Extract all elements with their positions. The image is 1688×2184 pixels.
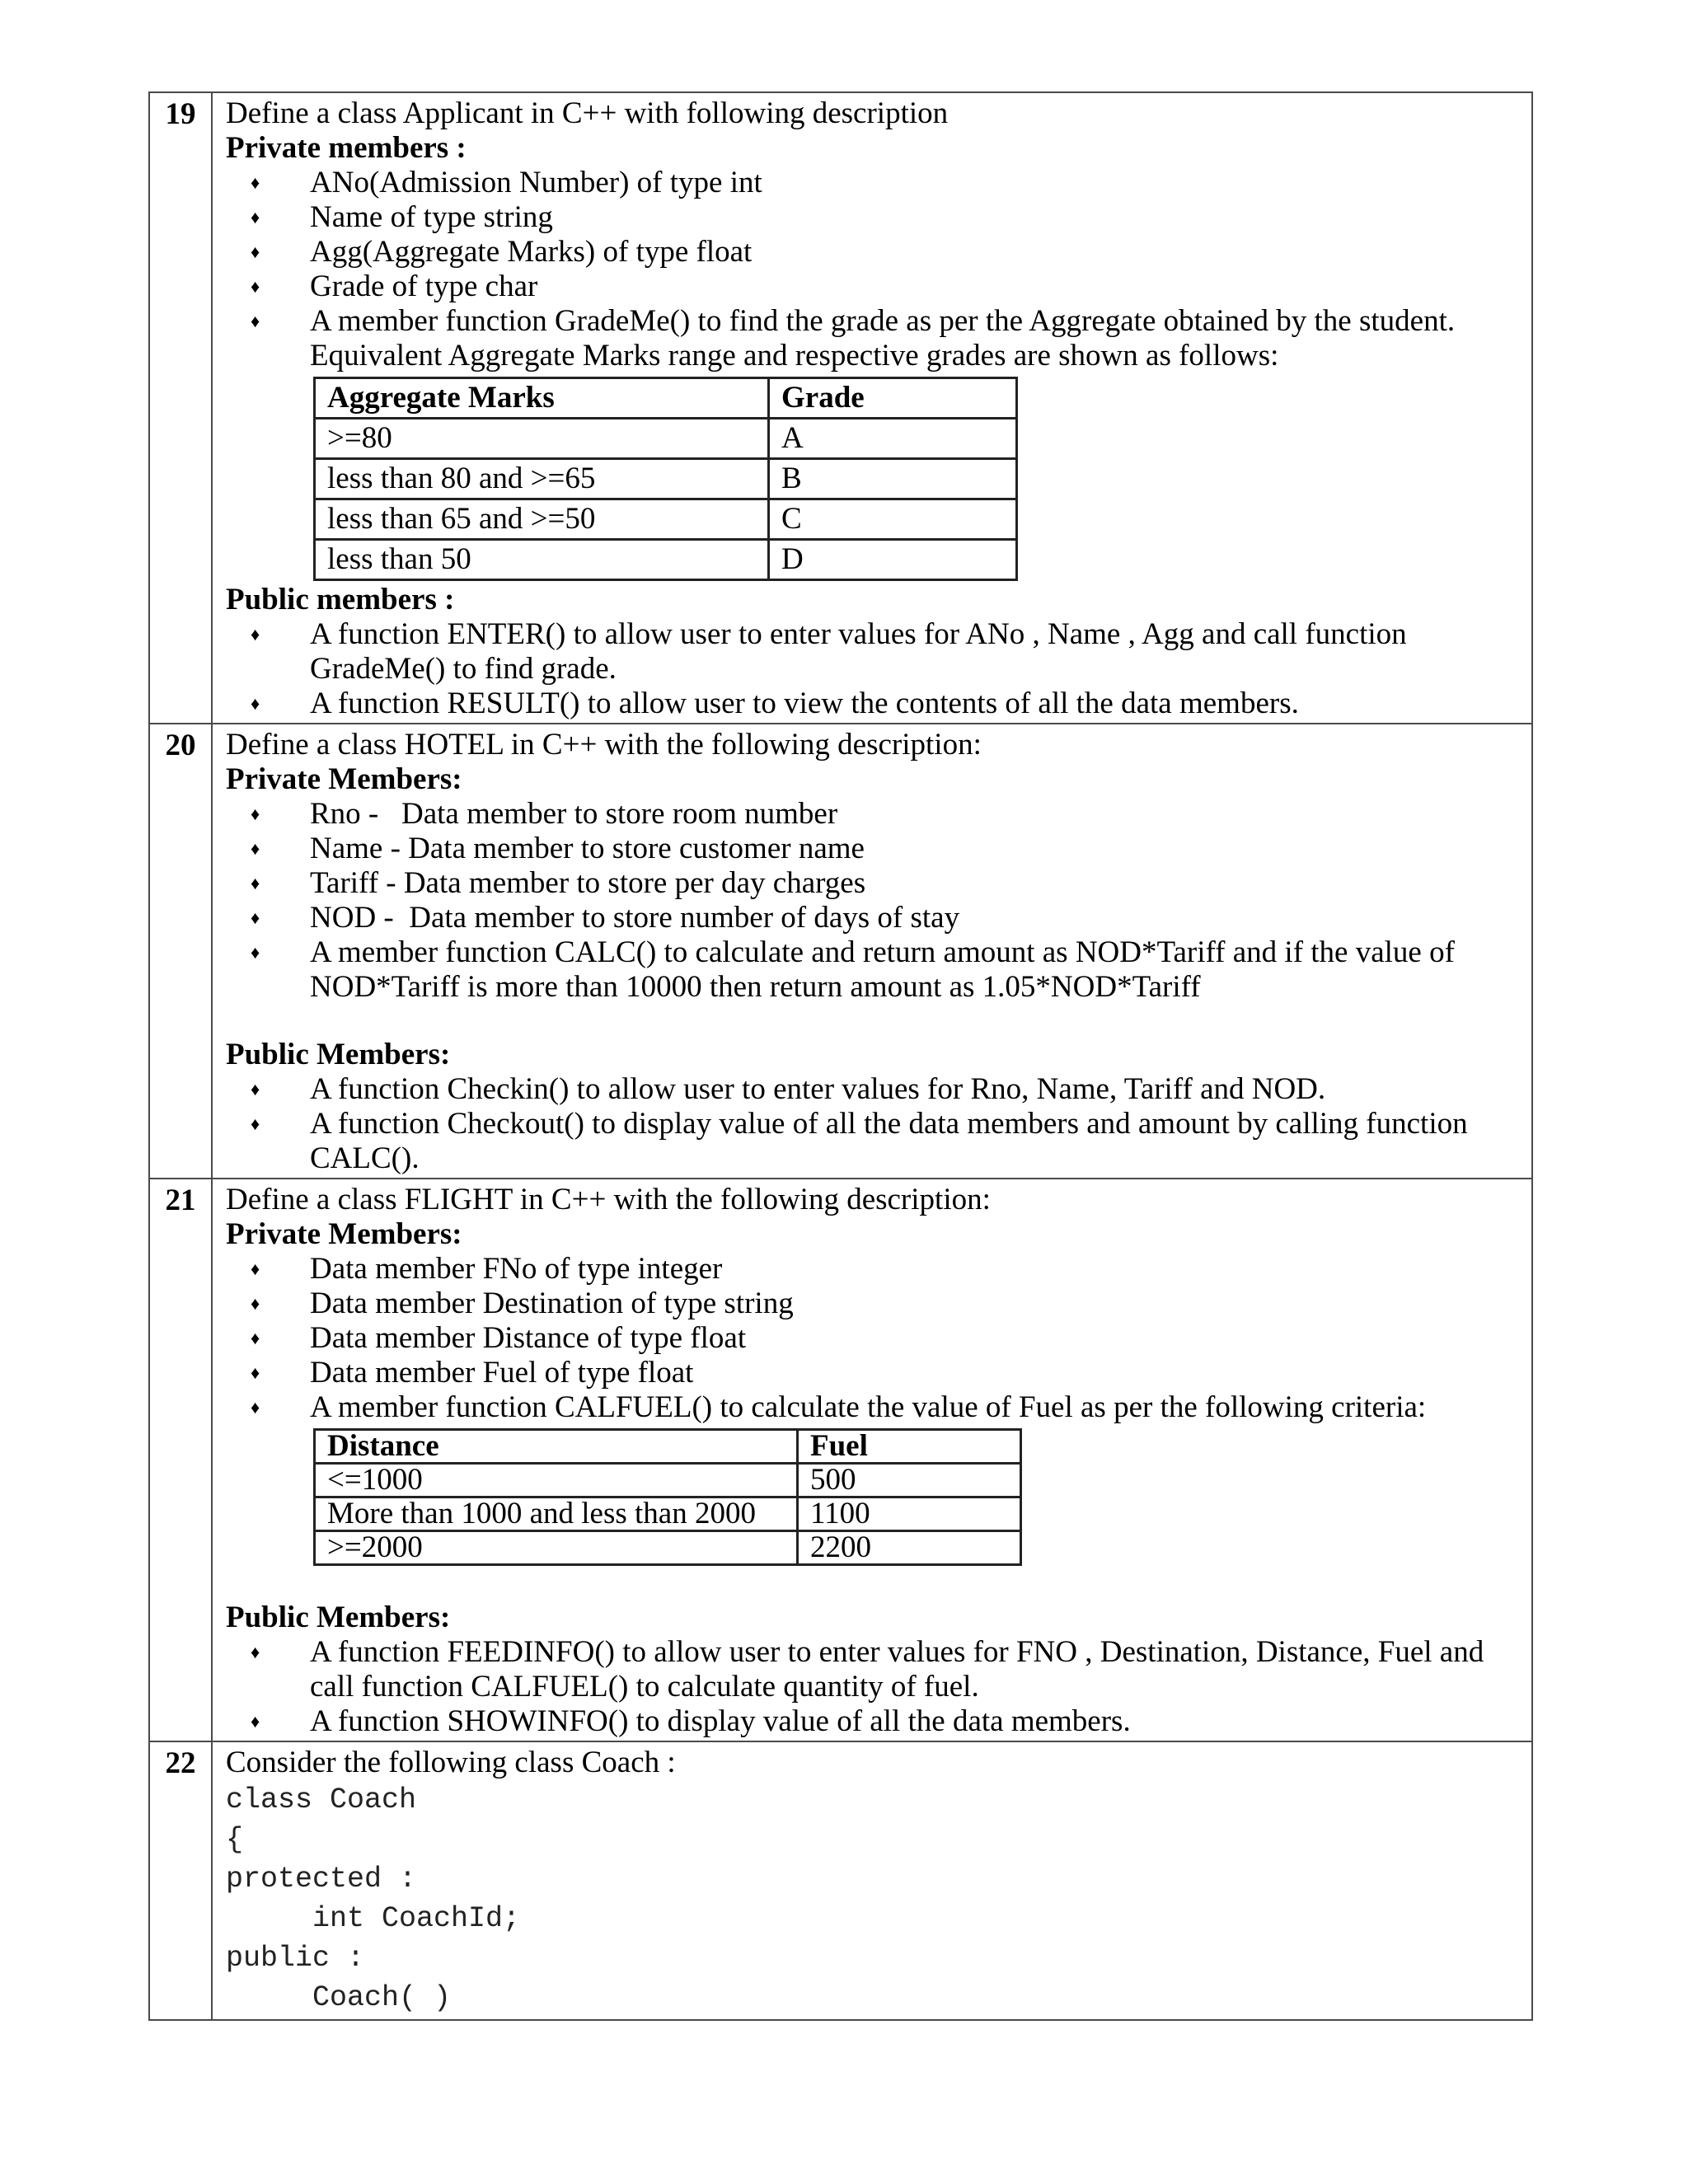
bullet-icon: ♦ [251, 1079, 260, 1099]
table-row [315, 1464, 1021, 1497]
question-intro: Define a class Applicant in C++ with following description [226, 96, 949, 130]
bullet-icon: ♦ [251, 311, 260, 331]
public-list [251, 1072, 1517, 1176]
question-number: 19 [149, 92, 212, 724]
question-intro: Consider the following class Coach : [226, 1746, 676, 1779]
private-heading: Private Members: [226, 1217, 462, 1251]
table-header-cell: Distance [315, 1430, 798, 1464]
table-header-cell: Fuel [798, 1430, 1021, 1464]
bullet-icon: ♦ [251, 1362, 260, 1383]
table-cell: 1100 [798, 1497, 1021, 1531]
question-row-22 [149, 1741, 1532, 2020]
list-item: ♦ Data member Fuel of type float [251, 1356, 694, 1390]
bullet-icon: ♦ [251, 873, 260, 893]
question-row-19 [149, 92, 1532, 724]
table-row [315, 1531, 1021, 1565]
list-item: ♦ Tariff - Data member to store per day charges [251, 866, 866, 900]
table-row [315, 540, 1017, 580]
bullet-icon: ♦ [251, 1328, 260, 1348]
bullet-icon: ♦ [251, 241, 260, 262]
list-item: ♦ Agg(Aggregate Marks) of type float [251, 235, 753, 269]
table-header-row [315, 378, 1017, 419]
code-line: class Coach [226, 1783, 417, 1816]
table-cell: >=2000 [315, 1531, 798, 1565]
private-list [251, 166, 1517, 581]
public-list [251, 617, 1517, 721]
bullet-icon: ♦ [251, 1642, 260, 1662]
list-item: ♦ A member function CALC() to calculate and return amount as NOD*Tariff and if the value of NOD*Tariff is more than 10000 then return amount as 1.05*NOD*Tariff [251, 935, 1455, 1004]
list-item: ♦ NOD - Data member to store number of days of stay [251, 901, 960, 935]
table-cell: less than 50 [315, 540, 769, 580]
table-cell: B [769, 459, 1017, 499]
list-item: ♦ A member function GradeMe() to find the grade as per the Aggregate obtained by the student. Equivalent Aggregate Marks range and respective grades are shown as follows: Aggregate Marks Grade >=80 A less than 80 and >=65 B less than 65 and >=50 C less than 50 D [285, 304, 1517, 581]
bullet-icon: ♦ [251, 907, 260, 928]
bullet-icon: ♦ [251, 207, 260, 227]
table-cell: less than 65 and >=50 [315, 499, 769, 540]
code-line: Coach( ) [226, 1981, 452, 2014]
private-list [251, 797, 1517, 1005]
question-row-20 [149, 724, 1532, 1179]
question-table [148, 91, 1533, 2021]
grade-table [313, 377, 1018, 581]
public-heading: Public members : [226, 583, 455, 616]
private-list [251, 1252, 1517, 1566]
question-body [212, 1179, 1532, 1741]
question-number: 22 [149, 1741, 212, 2020]
table-row [315, 499, 1017, 540]
question-intro: Define a class HOTEL in C++ with the following description: [226, 728, 982, 762]
code-line: { [226, 1823, 244, 1856]
table-cell: More than 1000 and less than 2000 [315, 1497, 798, 1531]
bullet-icon: ♦ [251, 804, 260, 824]
table-cell: C [769, 499, 1017, 540]
list-item: ♦ A function ENTER() to allow user to enter values for ANo , Name , Agg and call function GradeMe() to find grade. [251, 617, 1407, 686]
list-item: ♦ ANo(Admission Number) of type int [251, 166, 762, 199]
bullet-icon: ♦ [251, 1293, 260, 1314]
bullet-icon: ♦ [251, 693, 260, 714]
question-number: 21 [149, 1179, 212, 1741]
bullet-icon: ♦ [251, 1397, 260, 1418]
private-heading: Private Members: [226, 762, 462, 796]
question-intro: Define a class FLIGHT in C++ with the following description: [226, 1183, 991, 1216]
bullet-icon: ♦ [251, 172, 260, 193]
list-item: ♦ Data member FNo of type integer [251, 1252, 723, 1286]
table-row [315, 419, 1017, 459]
list-item: ♦ A function Checkin() to allow user to enter values for Rno, Name, Tariff and NOD. [251, 1072, 1326, 1106]
table-cell: D [769, 540, 1017, 580]
list-item: ♦ A function SHOWINFO() to display value of all the data members. [251, 1704, 1131, 1738]
list-item: ♦ A function RESULT() to allow user to view the contents of all the data members. [251, 687, 1299, 720]
public-heading: Public Members: [226, 1601, 451, 1634]
table-cell: A [769, 419, 1017, 459]
table-header-row [315, 1430, 1021, 1464]
table-cell: 500 [798, 1464, 1021, 1497]
table-cell: >=80 [315, 419, 769, 459]
code-line: protected : [226, 1863, 417, 1896]
list-item: ♦ Data member Destination of type string [251, 1286, 794, 1320]
bullet-icon: ♦ [251, 1258, 260, 1279]
table-header-cell: Aggregate Marks [315, 378, 769, 419]
question-body [212, 92, 1532, 724]
list-item: ♦ Grade of type char [251, 269, 538, 303]
table-row [315, 459, 1017, 499]
table-cell: 2200 [798, 1531, 1021, 1565]
question-body [212, 1741, 1532, 2020]
public-list [251, 1635, 1517, 1739]
public-heading: Public Members: [226, 1038, 451, 1071]
table-header-cell: Grade [769, 378, 1017, 419]
private-heading: Private members : [226, 131, 467, 165]
question-number: 20 [149, 724, 212, 1179]
bullet-icon: ♦ [251, 276, 260, 297]
list-item: ♦ Rno - Data member to store room number [251, 797, 838, 831]
list-item: ♦ Data member Distance of type float [251, 1321, 747, 1355]
list-item: ♦ Name of type string [251, 200, 553, 234]
question-row-21 [149, 1179, 1532, 1741]
question-body [212, 724, 1532, 1179]
bullet-icon: ♦ [251, 1711, 260, 1732]
bullet-icon: ♦ [251, 942, 260, 963]
fuel-table [313, 1428, 1022, 1566]
bullet-icon: ♦ [251, 1113, 260, 1134]
list-item: ♦ Name - Data member to store customer name [251, 832, 865, 865]
table-cell: less than 80 and >=65 [315, 459, 769, 499]
bullet-icon: ♦ [251, 838, 260, 859]
table-row [315, 1497, 1021, 1531]
table-cell: <=1000 [315, 1464, 798, 1497]
list-item: ♦ A function Checkout() to display value of all the data members and amount by calling function CALC(). [251, 1107, 1468, 1175]
code-line: int CoachId; [226, 1902, 521, 1935]
list-item: ♦ A function FEEDINFO() to allow user to enter values for FNO , Destination, Distance, Fuel and call function CALFUEL() to calculate quantity of fuel. [251, 1635, 1484, 1704]
bullet-icon: ♦ [251, 624, 260, 644]
code-line: public : [226, 1942, 365, 1975]
list-item: ♦ A member function CALFUEL() to calculate the value of Fuel as per the following criteria: Distance Fuel <=1000 500 More than 1000 and less than 2000 1100 >=2000 2200 [251, 1390, 1427, 1564]
